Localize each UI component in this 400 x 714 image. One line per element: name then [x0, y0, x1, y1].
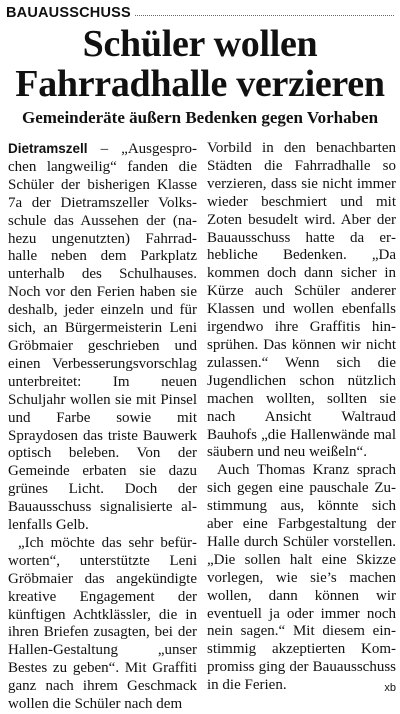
- paragraph-4-text: Auch Thomas Kranz sprach sich gegen eine pauschale Zustimmung aus, könnte sich aber eine Farbgestaltung der Halle durch Schüler vorstellen. „Die sollen halt eine Skizze vorlegen, wie sie’s machen wollen, dann können wir eventuell ja oder immer noch nein sagen.“ Mit diesem einstimmig akzeptierten Kompromiss ging der Bauausschuss in die Ferien.: [207, 462, 396, 694]
- paragraph-1: [8, 140, 197, 535]
- paragraph-1-text: – „Ausgesprochen langweilig“ fanden die Schüler der bisherigen Klasse 7a der Dietramszeller Volksschule das Aussehen der (nahezu ungenutzten) Fahrradhalle neben dem Parkplatz unterhalb des Schulhauses. Noch vor den Ferien haben sie deshalb, jeder einzeln und für sich, an Bürgermeisterin Leni Gröbmaier geschrieben und einen Verbesserungsvorschlag unterbreitet: Im neuen Schuljahr wollen sie mit Pinsel und Farbe sowie mit Spraydosen das triste Bauwerk optisch beleben. Von der Gemeinde erbaten sie dazu grünes Licht. Doch der Bauausschuss signalisierte allenfalls Gelb.: [8, 141, 197, 534]
- article-body: [8, 140, 396, 713]
- headline-line-1: Schüler wollen: [82, 23, 318, 65]
- paragraph-4: [207, 462, 396, 695]
- dateline: Dietramszell: [8, 141, 88, 156]
- dotted-rule: [135, 15, 394, 16]
- article-column-1: [8, 140, 197, 713]
- headline-line-2: Fahrradhalle verzieren: [15, 63, 385, 105]
- paragraph-2: „Ich möchte das sehr befürworten“, unterstützte Leni Gröbmaier das angekündigte kreative Engagement der künftigen Achtklässler, die in ihren Briefen zusagten, bei der Hallen-Gestaltung „unser Bestes zu geben“. Mit Graffiti ganz nach ihrem Geschmack wollen die Schüler nach dem: [8, 534, 197, 713]
- headline: [0, 24, 400, 104]
- article-column-2: [207, 140, 396, 695]
- kicker-row: [6, 4, 394, 22]
- subheadline: Gemeinderäte äußern Bedenken gegen Vorhaben: [21, 108, 379, 127]
- section-kicker: BAUAUSSCHUSS: [6, 5, 131, 21]
- author-initials: xb: [384, 682, 396, 695]
- paragraph-3: Vorbild in den benachbarten Städten die Fahrradhalle so verzieren, dass sie nicht immer wieder beschmiert und mit Zoten besudelt wird. Aber der Bauausschuss hatte da erhebliche Bedenken. „Da kommen doch dann sicher in Kürze auch Schüler anderer Klassen und wollen ebenfalls irgendwo ihre Graffitis hinsprühen. Das können wir nicht zulassen.“ Wenn sich die Jugendlichen schon nützlich machen wollten, sollten sie nach Ansicht Waltraud Bauhofs „die Hallenwände mal säubern und neu weißeln“.: [207, 140, 396, 461]
